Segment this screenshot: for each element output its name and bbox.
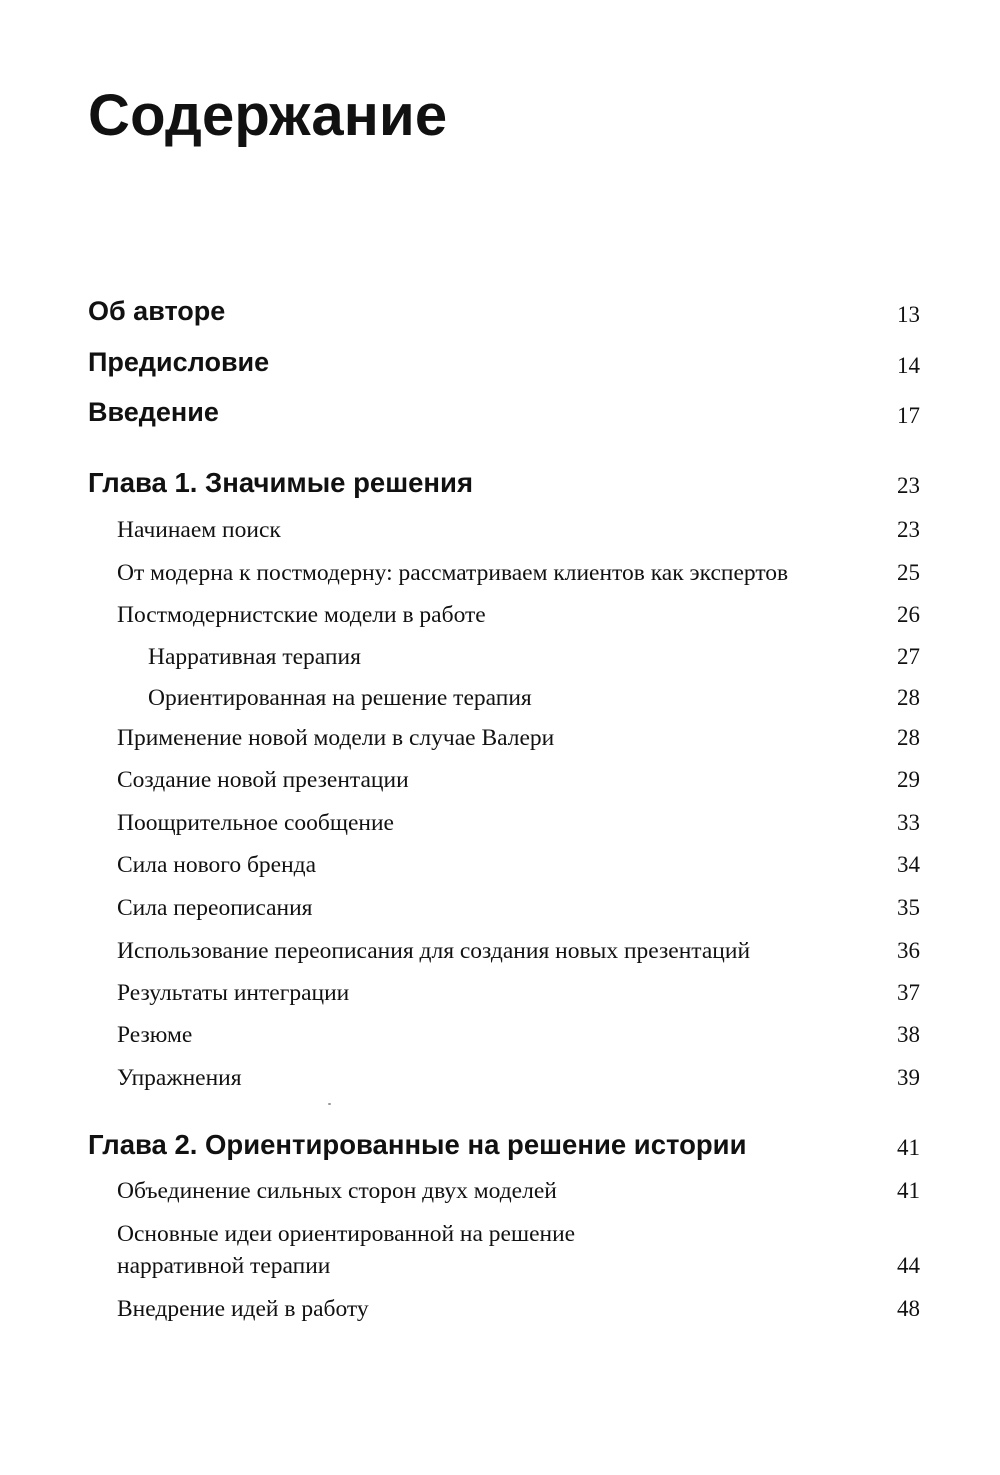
- toc-entry-label: Об авторе: [88, 296, 226, 326]
- toc-entry[interactable]: [0, 889, 1000, 929]
- toc-entry[interactable]: [0, 596, 1000, 636]
- toc-entry[interactable]: [0, 846, 1000, 886]
- toc-entry-label: Предисловие: [88, 347, 270, 377]
- toc-page-number: 33: [897, 810, 920, 835]
- toc-entry-label: Результаты интеграции: [117, 980, 350, 1006]
- toc-entry-label: Ориентированная на решение терапия: [148, 685, 532, 711]
- toc-entry-label: Начинаем поиск: [117, 517, 281, 543]
- toc-entry[interactable]: [0, 932, 1000, 972]
- toc-entry[interactable]: [0, 974, 1000, 1014]
- toc-entry[interactable]: [0, 804, 1000, 844]
- toc-chapter-1[interactable]: [0, 465, 1000, 505]
- toc-entry-label: Сила нового бренда: [117, 852, 317, 878]
- toc-entry-label: От модерна к постмодерну: рассматриваем клиентов как экспертов: [117, 560, 789, 586]
- toc-entry-label: Применение новой модели в случае Валери: [117, 725, 555, 751]
- toc-page-number: 37: [897, 980, 920, 1005]
- toc-page-number: 25: [897, 560, 920, 585]
- toc-page-number: 27: [897, 644, 920, 669]
- toc-page-number: 28: [897, 725, 920, 750]
- toc-entry[interactable]: [0, 1172, 1000, 1212]
- toc-page-number: 29: [897, 767, 920, 792]
- toc-page-number: 44: [897, 1253, 920, 1278]
- toc-page-number: 28: [897, 685, 920, 710]
- toc-entry[interactable]: [0, 1016, 1000, 1056]
- toc-entry-preface[interactable]: [0, 345, 1000, 385]
- toc-entry[interactable]: [0, 719, 1000, 759]
- toc-page-number: 41: [897, 1135, 920, 1160]
- toc-entry[interactable]: [0, 761, 1000, 801]
- toc-page-number: 23: [897, 517, 920, 542]
- toc-entry-label: Упражнения: [117, 1065, 242, 1091]
- toc-entry-label: Резюме: [117, 1022, 193, 1048]
- toc-entry-label: Использование переописания для создания новых презентаций: [117, 938, 751, 964]
- toc-entry-label: Внедрение идей в работу: [117, 1296, 369, 1322]
- toc-entry-multiline[interactable]: [0, 1215, 1000, 1291]
- toc-page-number: 34: [897, 852, 920, 877]
- toc-page-number: 36: [897, 938, 920, 963]
- chapter-title: Глава 1. Значимые решения: [88, 467, 473, 498]
- chapter-title: Глава 2. Ориентированные на решение истории: [88, 1129, 747, 1160]
- page-title: Содержание: [88, 83, 448, 148]
- toc-entry-label: Введение: [88, 397, 219, 427]
- toc-subentry[interactable]: [0, 679, 1000, 719]
- toc-page-number: 39: [897, 1065, 920, 1090]
- toc-page-number: 35: [897, 895, 920, 920]
- toc-entry[interactable]: [0, 1059, 1000, 1099]
- toc-entry[interactable]: [0, 1290, 1000, 1330]
- toc-entry[interactable]: [0, 554, 1000, 594]
- toc-entry-label: Основные идеи ориентированной на решение: [117, 1221, 576, 1247]
- toc-page-number: 48: [897, 1296, 920, 1321]
- toc-entry-label: Постмодернистские модели в работе: [117, 602, 486, 628]
- toc-page-number: 13: [897, 302, 920, 327]
- toc-entry-label: Объединение сильных сторон двух моделей: [117, 1178, 557, 1204]
- toc-chapter-2[interactable]: [0, 1127, 1000, 1167]
- toc-page-number: 14: [897, 353, 920, 378]
- toc-subentry[interactable]: [0, 638, 1000, 678]
- toc-page-number: 17: [897, 403, 920, 428]
- toc-entry-introduction[interactable]: [0, 395, 1000, 435]
- toc-entry-label: Нарративная терапия: [148, 644, 361, 670]
- toc-entry-label: Создание новой презентации: [117, 767, 409, 793]
- toc-entry[interactable]: [0, 511, 1000, 551]
- toc-page-number: 41: [897, 1178, 920, 1203]
- toc-page-number: 26: [897, 602, 920, 627]
- scan-speck: [328, 1103, 331, 1105]
- toc-entry-label: Поощрительное сообщение: [117, 810, 394, 836]
- toc-page-number: 38: [897, 1022, 920, 1047]
- toc-entry-about-author[interactable]: [0, 294, 1000, 334]
- toc-page-number: 23: [897, 473, 920, 498]
- toc-entry-label: Сила переописания: [117, 895, 313, 921]
- toc-entry-label-continuation: нарративной терапии: [117, 1253, 331, 1279]
